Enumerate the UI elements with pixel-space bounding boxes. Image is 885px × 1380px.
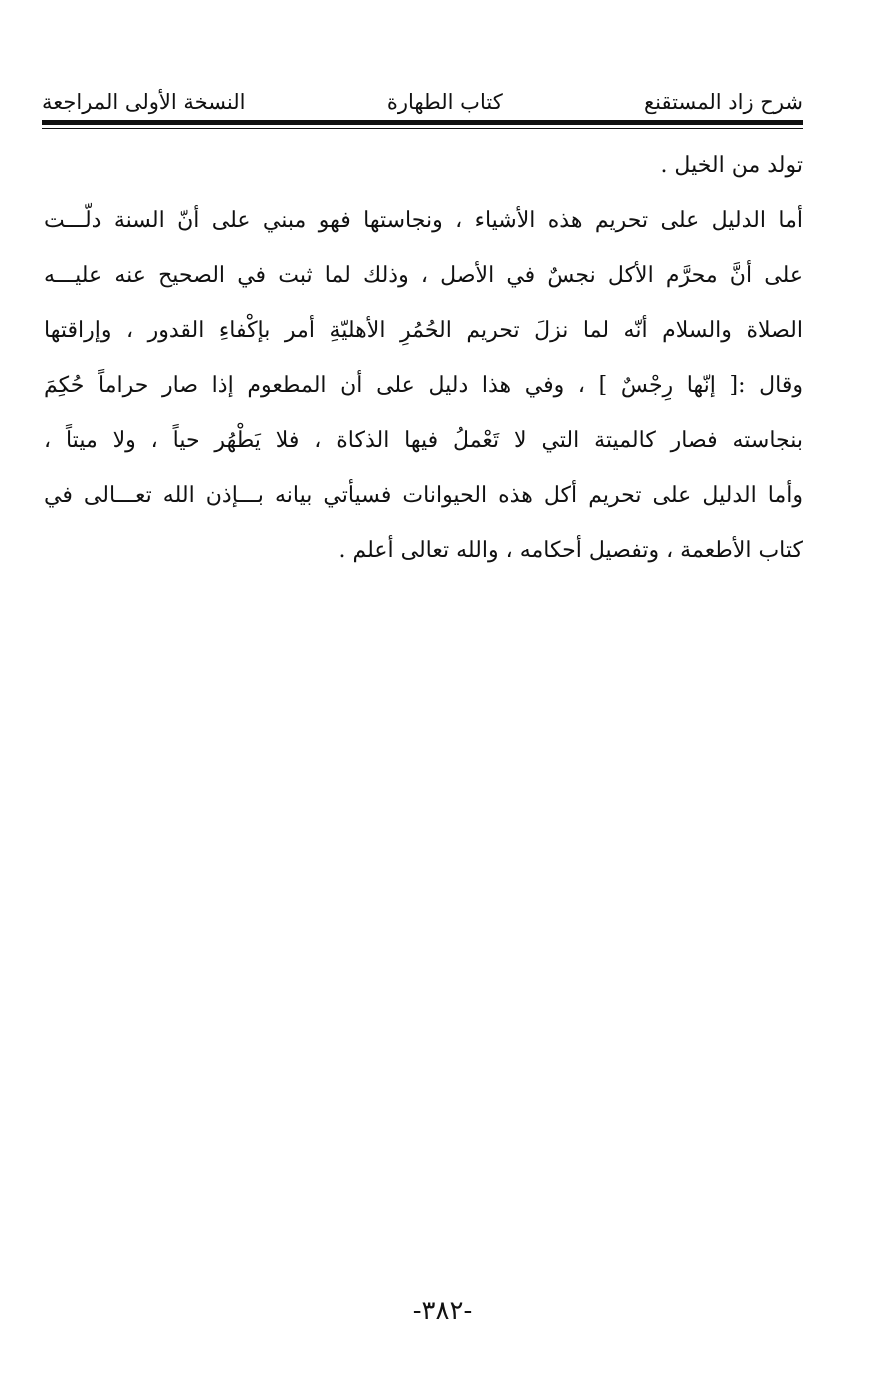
- page-body: [44, 138, 803, 578]
- body-line: أما الدليل على تحريم هذه الأشياء ، ونجاستها فهو مبني على أنّ السنة دلّـــت: [44, 208, 803, 233]
- body-line: كتاب الأطعمة ، وتفصيل أحكامه ، والله تعالى أعلم .: [338, 538, 803, 563]
- header-chapter-title: كتاب الطهارة: [386, 90, 503, 114]
- running-header: [42, 64, 803, 114]
- header-book-title: شرح زاد المستقنع: [644, 90, 803, 114]
- page-number: -٣٨٢-: [412, 1296, 473, 1326]
- body-line: على أنَّ محرَّم الأكل نجسٌ في الأصل ، وذلك لما ثبت في الصحيح عنه عليـــه: [44, 263, 803, 288]
- header-rule-thin: [42, 128, 803, 129]
- body-line: وقال :[ إنّها رِجْسٌ ] ، وفي هذا دليل على أن المطعوم إذا صار حراماً حُكِمَ: [44, 373, 803, 398]
- body-line: تولد من الخيل .: [660, 153, 803, 178]
- header-rule-thick: [42, 120, 803, 125]
- body-line: وأما الدليل على تحريم أكل هذه الحيوانات فسيأتي بيانه بـــإذن الله تعـــالى في: [44, 483, 803, 508]
- header-edition-note: النسخة الأولى المراجعة: [42, 90, 246, 114]
- body-line: الصلاة والسلام أنّه لما نزلَ تحريم الحُمُرِ الأهليّةِ أمر بإكْفاءِ القدور ، وإراقتها: [44, 318, 803, 343]
- body-line: بنجاسته فصار كالميتة التي لا تَعْملُ فيها الذكاة ، فلا يَطْهُر حياً ، ولا ميتاً ،: [44, 428, 803, 453]
